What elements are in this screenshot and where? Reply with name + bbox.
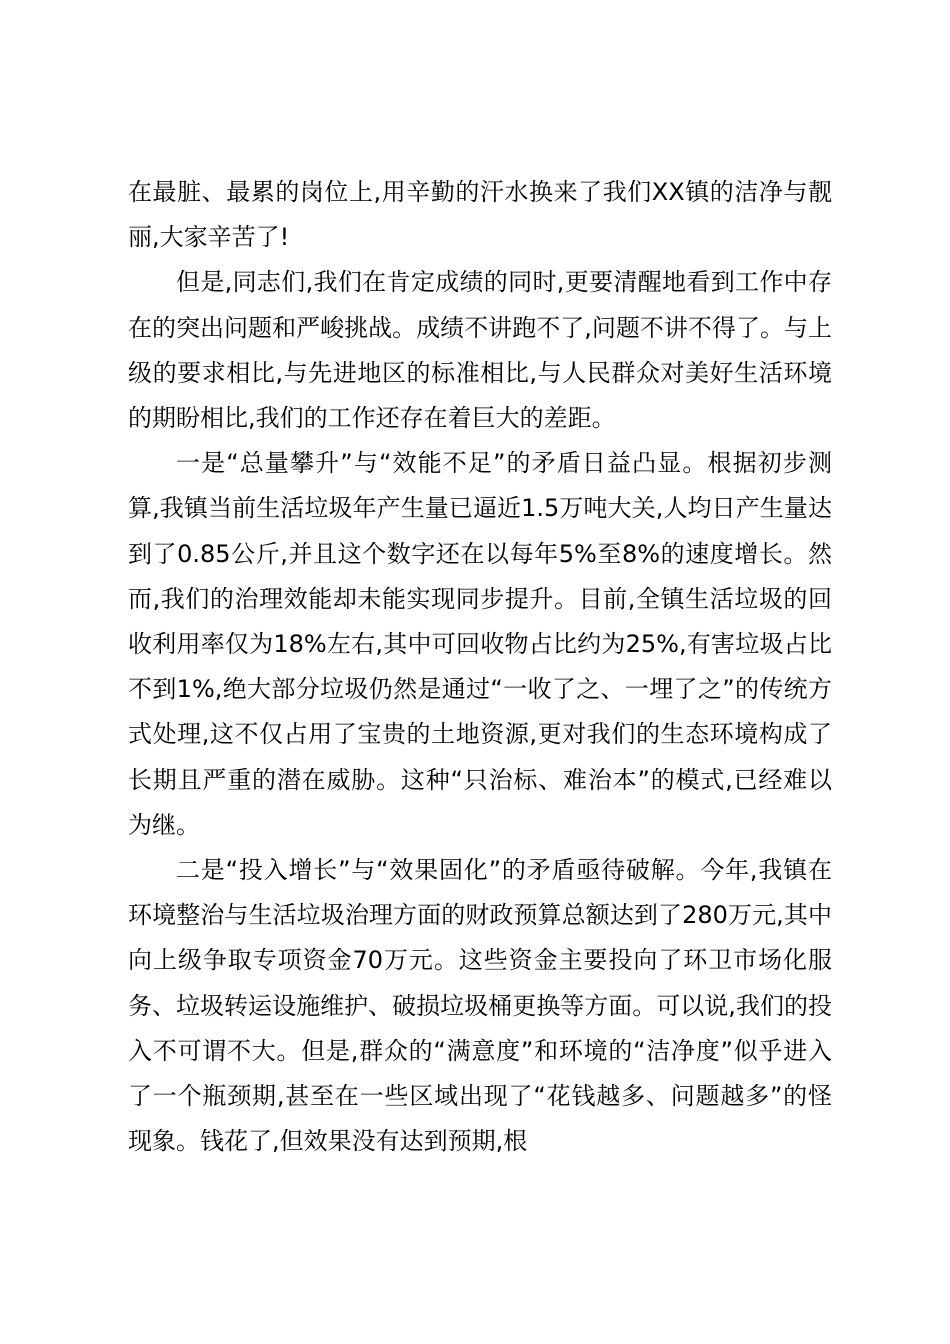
- document-body: [128, 170, 832, 1164]
- paragraph: 二是“投入增长”与“效果固化”的矛盾亟待破解。今年,我镇在环境整治与生活垃圾治理方面的财政预算总额达到了280万元,其中向上级争取专项资金70万元。这些资金主要投向了环卫市场化服务、垃圾转运设施维护、破损垃圾桶更换等方面。可以说,我们的投入不可谓不大。但是,群众的“满意度”和环境的“洁净度”似乎进入了一个瓶颈期,甚至在一些区域出现了“花钱越多、问题越多”的怪现象。钱花了,但效果没有达到预期,根: [128, 856, 832, 1156]
- paragraph: 一是“总量攀升”与“效能不足”的矛盾日益凸显。根据初步测算,我镇当前生活垃圾年产生量已逼近1.5万吨大关,人均日产生量达到了0.85公斤,并且这个数字还在以每年5%至8%的速度增长。然而,我们的治理效能却未能实现同步提升。目前,全镇生活垃圾的回收利用率仅为18%左右,其中可回收物占比约为25%,有害垃圾占比不到1%,绝大部分垃圾仍然是通过“一收了之、一埋了之”的传统方式处理,这不仅占用了宝贵的土地资源,更对我们的生态环境构成了长期且严重的潜在威胁。这种“只治标、难治本”的模式,已经难以为继。: [128, 449, 832, 839]
- paragraph-continued: 在最脏、最累的岗位上,用辛勤的汗水换来了我们XX镇的洁净与靓丽,大家辛苦了!: [128, 178, 832, 252]
- paragraph: 但是,同志们,我们在肯定成绩的同时,更要清醒地看到工作中存在的突出问题和严峻挑战。成绩不讲跑不了,问题不讲不得了。与上级的要求相比,与先进地区的标准相比,与人民群众对美好生活环境的期盼相比,我们的工作还存在着巨大的差距。: [128, 268, 832, 433]
